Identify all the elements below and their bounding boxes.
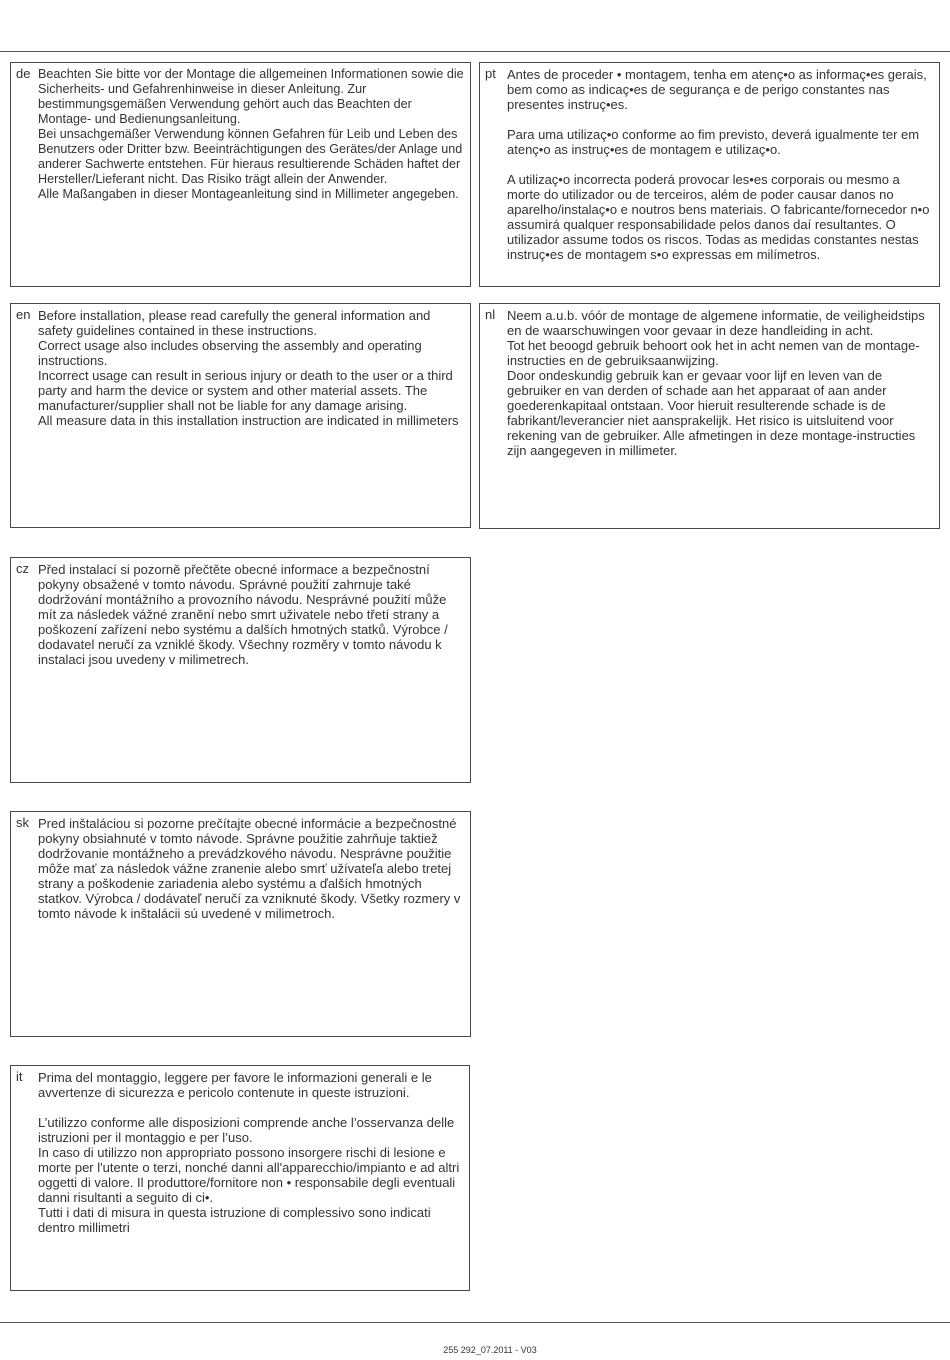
bottom-rule [0,1322,950,1323]
section-en [10,303,471,528]
paragraph-nl-1: Neem a.u.b. vóór de montage de algemene informatie, de veiligheidstips en de waarschuwingen voor gevaar in deze handleiding in acht. [507,308,925,338]
paragraph-sk-1: Pred inštaláciou si pozorne prečítajte obecné informácie a bezpečnostné pokyny obsiahnuté v tomto návode. Správne použitie zahrňuje taktiež dodržovanie montážneho a prevádzkového návodu. Nesprávne použitie môže mať za následok vážne zranenie alebo smrť užívateľa alebo tretej strany a poškodenie zariadenia alebo systému a ďalších hmotných statkov. Výrobca / dodávateľ neručí za vzniknuté škody. Všetky rozmery v tomto návode k inštalácii sú uvedené v milimetroch. [38,816,461,921]
language-code-de: de [16,66,31,81]
paragraph-de-1: Beachten Sie bitte vor der Montage die allgemeinen Informationen sowie die Sicherheits- und Gefahrenhinweise in dieser Anleitung. Zur bestimmungsgemäßen Verwendung gehört auch das Beachten der Montage- und Bedienungsanleitung. [38,67,464,126]
paragraph-de-2: Bei unsachgemäßer Verwendung können Gefahren für Leib und Leben des Benutzers oder Dritter bzw. Beeinträchtigungen des Gerätes/der Anlage und anderer Sachwerte entstehen. Für hieraus resultierende Schäden haftet der Hersteller/Lieferant nicht. Das Risiko trägt allein der Anwender. [38,127,463,186]
language-code-cz: cz [16,561,29,576]
paragraph-en-3: Incorrect usage can result in serious injury or death to the user or a third party and harm the device or system and other material assets. The manufacturer/supplier shall not be liable for any damage arising. [38,368,453,413]
document-reference: 255 292_07.2011 - V03 [443,1345,537,1355]
paragraph-it-4: Tutti i dati di misura in questa istruzione di complessivo sono indicati dentro millimetri [38,1205,431,1235]
paragraph-en-2: Correct usage also includes observing the assembly and operating instructions. [38,338,422,368]
language-code-it: it [16,1069,23,1084]
section-pt [479,62,940,287]
language-code-nl: nl [485,307,496,322]
language-code-pt: pt [485,66,496,81]
section-sk [10,811,471,1037]
section-it [10,1065,470,1291]
paragraph-pt-2: Para uma utilizaç•o conforme ao fim previsto, deverá igualmente ter em atenç•o as instruç•es de montagem e utilizaç•o. [507,127,920,157]
language-code-sk: sk [16,815,29,830]
language-code-en: en [16,307,31,322]
paragraph-pt-3: A utilizaç•o incorrecta poderá provocar les•es corporais ou mesmo a morte do utilizador ou de terceiros, além de poder causar danos no aparelho/instalaç•o e noutros bens materiais. O fabricante/fornecedor n•o assumirá qualquer responsabilidade pelos danos daí resultantes. O utilizador assume todos os riscos. Todas as medidas constantes nestas instruç•es de montagem s•o expressas em milímetros. [507,172,930,262]
paragraph-it-1: Prima del montaggio, leggere per favore le informazioni generali e le avvertenze di sicurezza e pericolo contenute in queste istruzioni. [38,1070,432,1100]
section-de [10,62,471,287]
paragraph-pt-1: Antes de proceder • montagem, tenha em atenç•o as informaç•es gerais, bem como as indicaç•es de segurança e de perigo constantes nas presentes instruç•es. [507,67,927,112]
paragraph-cz-1: Před instalací si pozorně přečtěte obecné informace a bezpečnostní pokyny obsažené v tomto návodu. Správné použití zahrnuje také dodržování montážního a provozního návodu. Nesprávné použití může mít za následek vážné zranění nebo smrt uživatele nebo třetí strany a poškození zařízení nebo systému a dalších hmotných statků. Výrobce / dodavatel neručí za vzniklé škody. Všechny rozměry v tomto návodu k instalaci jsou uvedeny v milimetrech. [38,562,448,667]
section-nl [479,303,940,529]
top-rule [0,51,950,52]
paragraph-en-4: All measure data in this installation instruction are indicated in millimeters [38,413,459,428]
paragraph-it-3: In caso di utilizzo non appropriato possono insorgere rischi di lesione e morte per l'utente o terzi, nonché danni all'apparecchio/impianto e ad altri oggetti di valore. Il produttore/fornitore non • responsabile degli eventuali danni risultanti a seguito di ci•. [38,1145,460,1205]
section-cz [10,557,471,783]
paragraph-nl-2: Tot het beoogd gebruik behoort ook het in acht nemen van de montage-instructies en de gebruiksaanwijzing. [507,338,920,368]
paragraph-de-3: Alle Maßangaben in dieser Montageanleitung sind in Millimeter angegeben. [38,187,459,201]
paragraph-it-2: L’utilizzo conforme alle disposizioni comprende anche l’osservanza delle istruzioni per il montaggio e per l’uso. [38,1115,455,1145]
paragraph-nl-3: Door ondeskundig gebruik kan er gevaar voor lijf en leven van de gebruiker en van derden of schade aan het apparaat of aan ander goederenkapitaal ontstaan. Voor hieruit resulterende schade is de fabrikant/leverancier niet aansprakelijk. Het risico is uitsluitend voor rekening van de gebruiker. Alle afmetingen in deze montage-instructies zijn aangegeven in millimeter. [507,368,916,458]
paragraph-en-1: Before installation, please read carefully the general information and safety guidelines contained in these instructions. [38,308,431,338]
